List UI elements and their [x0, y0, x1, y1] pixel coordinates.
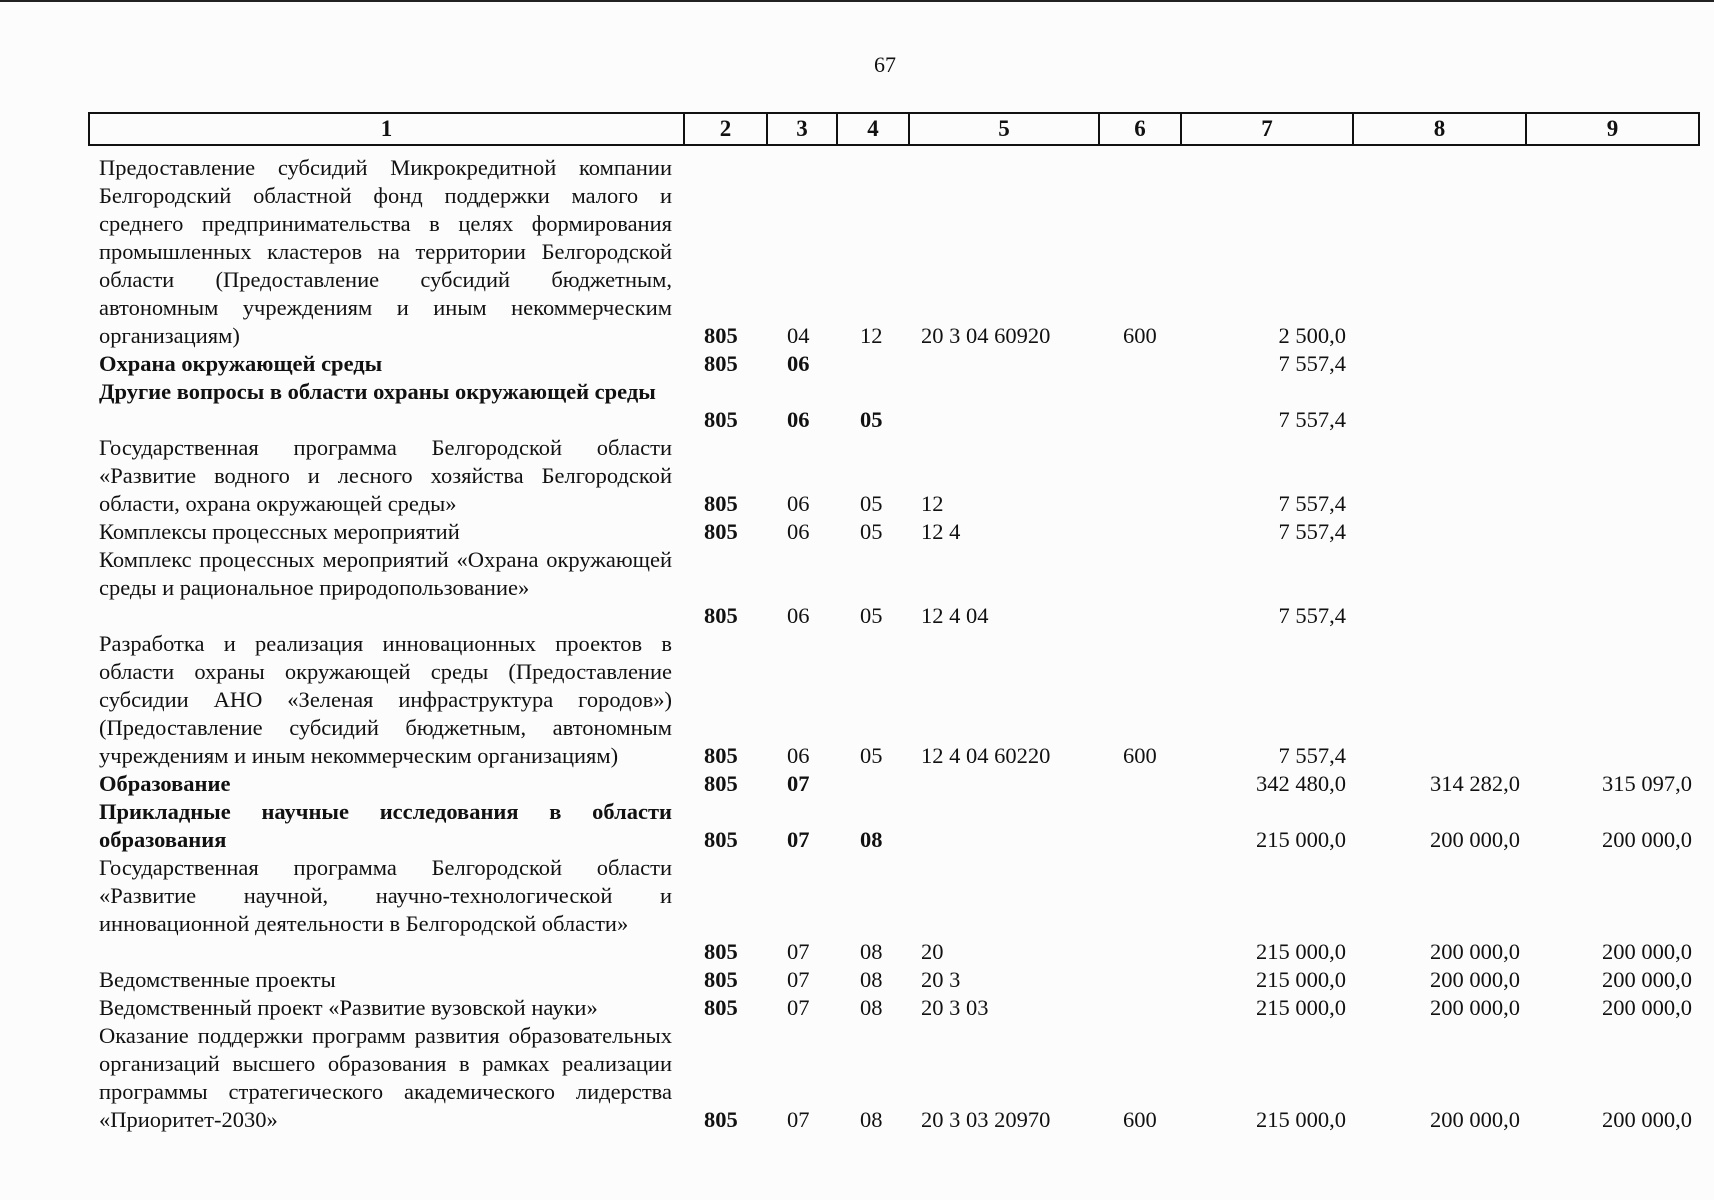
row-description: Другие вопросы в области охраны окружающей среды	[99, 379, 656, 404]
table-row	[0, 518, 1714, 546]
cell-amount-col8: 200 000,0	[1430, 939, 1520, 964]
header-col-5: 5	[908, 112, 1098, 146]
cell-subsection: 08	[860, 939, 883, 964]
row-description: Оказание поддержки программ развития образовательных организаций высшего образования в рамках реализации программы стратегического академического лидерства «Приоритет-2030»	[99, 1023, 672, 1132]
cell-section: 06	[787, 603, 810, 628]
table-row	[0, 378, 1714, 434]
table-row	[0, 546, 1714, 630]
cell-expense-type: 600	[1123, 1107, 1157, 1132]
cell-amount-col9: 200 000,0	[1602, 995, 1692, 1020]
row-description: Прикладные научные исследования в области образования	[99, 799, 672, 852]
cell-target-article: 12	[921, 491, 944, 516]
cell-section: 06	[787, 407, 810, 432]
table-row	[0, 770, 1714, 798]
header-col-1: 1	[88, 112, 683, 146]
row-description: Ведомственный проект «Развитие вузовской науки»	[99, 995, 598, 1020]
cell-section: 07	[787, 995, 810, 1020]
table-row	[0, 994, 1714, 1022]
page-number: 67	[874, 52, 896, 77]
header-col-8: 8	[1352, 112, 1525, 146]
cell-section: 04	[787, 323, 810, 348]
cell-amount-col7: 2 500,0	[1278, 323, 1346, 348]
table-header	[88, 112, 1700, 148]
cell-amount-col7: 7 557,4	[1278, 743, 1346, 768]
cell-subsection: 12	[860, 323, 883, 348]
cell-ministry-code: 805	[704, 827, 738, 852]
cell-target-article: 20 3	[921, 967, 961, 992]
header-col-7: 7	[1180, 112, 1352, 146]
cell-ministry-code: 805	[704, 939, 738, 964]
cell-amount-col7: 215 000,0	[1256, 939, 1346, 964]
row-description: Государственная программа Белгородской области «Развитие научной, научно-технологической и инновационной деятельности в Белгородской области»	[99, 855, 672, 936]
cell-expense-type: 600	[1123, 743, 1157, 768]
row-description: Ведомственные проекты	[99, 967, 336, 992]
cell-subsection: 05	[860, 407, 883, 432]
cell-amount-col7: 342 480,0	[1256, 771, 1346, 796]
cell-amount-col7: 7 557,4	[1278, 603, 1346, 628]
row-description: Комплекс процессных мероприятий «Охрана окружающей среды и рациональное природопользование»	[99, 547, 672, 600]
cell-amount-col7: 215 000,0	[1256, 1107, 1346, 1132]
cell-ministry-code: 805	[704, 519, 738, 544]
row-description: Охрана окружающей среды	[99, 351, 383, 376]
cell-ministry-code: 805	[704, 995, 738, 1020]
cell-subsection: 08	[860, 995, 883, 1020]
cell-section: 07	[787, 967, 810, 992]
cell-amount-col9: 200 000,0	[1602, 827, 1692, 852]
table-row	[0, 966, 1714, 994]
cell-target-article: 20 3 04 60920	[921, 323, 1051, 348]
cell-section: 06	[787, 519, 810, 544]
cell-expense-type: 600	[1123, 323, 1157, 348]
cell-amount-col7: 215 000,0	[1256, 967, 1346, 992]
cell-section: 06	[787, 743, 810, 768]
cell-subsection: 05	[860, 603, 883, 628]
cell-section: 07	[787, 1107, 810, 1132]
cell-amount-col7: 7 557,4	[1278, 407, 1346, 432]
cell-subsection: 08	[860, 827, 883, 852]
top-rule	[0, 0, 1714, 2]
table-row	[0, 1022, 1714, 1134]
cell-subsection: 05	[860, 519, 883, 544]
cell-amount-col8: 200 000,0	[1430, 967, 1520, 992]
cell-ministry-code: 805	[704, 323, 738, 348]
row-description: Образование	[99, 771, 231, 796]
cell-ministry-code: 805	[704, 603, 738, 628]
row-description: Комплексы процессных мероприятий	[99, 519, 460, 544]
cell-ministry-code: 805	[704, 407, 738, 432]
cell-amount-col7: 215 000,0	[1256, 827, 1346, 852]
table-row	[0, 630, 1714, 770]
cell-subsection: 05	[860, 743, 883, 768]
cell-target-article: 20 3 03	[921, 995, 989, 1020]
cell-section: 06	[787, 491, 810, 516]
cell-subsection: 05	[860, 491, 883, 516]
cell-ministry-code: 805	[704, 1107, 738, 1132]
cell-ministry-code: 805	[704, 967, 738, 992]
cell-amount-col8: 314 282,0	[1430, 771, 1520, 796]
cell-section: 07	[787, 827, 810, 852]
header-col-2: 2	[683, 112, 766, 146]
cell-amount-col7: 215 000,0	[1256, 995, 1346, 1020]
table-row	[0, 854, 1714, 966]
cell-amount-col9: 200 000,0	[1602, 939, 1692, 964]
cell-target-article: 12 4 04 60220	[921, 743, 1051, 768]
header-col-9: 9	[1525, 112, 1700, 146]
cell-ministry-code: 805	[704, 771, 738, 796]
cell-section: 06	[787, 351, 810, 376]
cell-ministry-code: 805	[704, 491, 738, 516]
row-description: Предоставление субсидий Микрокредитной компании Белгородский областной фонд поддержки малого и среднего предпринимательства в целях формирования промышленных кластеров на территории Белгородской области (Предоставление субсидий бюджетным, автономным учреждениям и иным некоммерческим организациям)	[99, 155, 672, 348]
cell-amount-col7: 7 557,4	[1278, 491, 1346, 516]
cell-ministry-code: 805	[704, 743, 738, 768]
header-col-4: 4	[836, 112, 908, 146]
row-description: Разработка и реализация инновационных проектов в области охраны окружающей среды (Предоставление субсидии АНО «Зеленая инфраструктура городов») (Предоставление субсидий бюджетным, автономным учреждениям и иным некоммерческим организациям)	[99, 631, 672, 768]
cell-section: 07	[787, 771, 810, 796]
cell-amount-col8: 200 000,0	[1430, 1107, 1520, 1132]
row-description: Государственная программа Белгородской области «Развитие водного и лесного хозяйства Белгородской области, охрана окружающей среды»	[99, 435, 672, 516]
table-row	[0, 350, 1714, 378]
table-row	[0, 154, 1714, 350]
cell-amount-col7: 7 557,4	[1278, 519, 1346, 544]
cell-amount-col9: 315 097,0	[1602, 771, 1692, 796]
cell-target-article: 20	[921, 939, 944, 964]
cell-target-article: 20 3 03 20970	[921, 1107, 1051, 1132]
cell-ministry-code: 805	[704, 351, 738, 376]
cell-amount-col7: 7 557,4	[1278, 351, 1346, 376]
cell-amount-col9: 200 000,0	[1602, 967, 1692, 992]
header-col-6: 6	[1098, 112, 1180, 146]
table-row	[0, 798, 1714, 854]
cell-amount-col9: 200 000,0	[1602, 1107, 1692, 1132]
cell-target-article: 12 4 04	[921, 603, 989, 628]
cell-subsection: 08	[860, 967, 883, 992]
cell-target-article: 12 4	[921, 519, 961, 544]
cell-amount-col8: 200 000,0	[1430, 995, 1520, 1020]
table-row	[0, 434, 1714, 518]
cell-subsection: 08	[860, 1107, 883, 1132]
cell-section: 07	[787, 939, 810, 964]
header-col-3: 3	[766, 112, 836, 146]
cell-amount-col8: 200 000,0	[1430, 827, 1520, 852]
